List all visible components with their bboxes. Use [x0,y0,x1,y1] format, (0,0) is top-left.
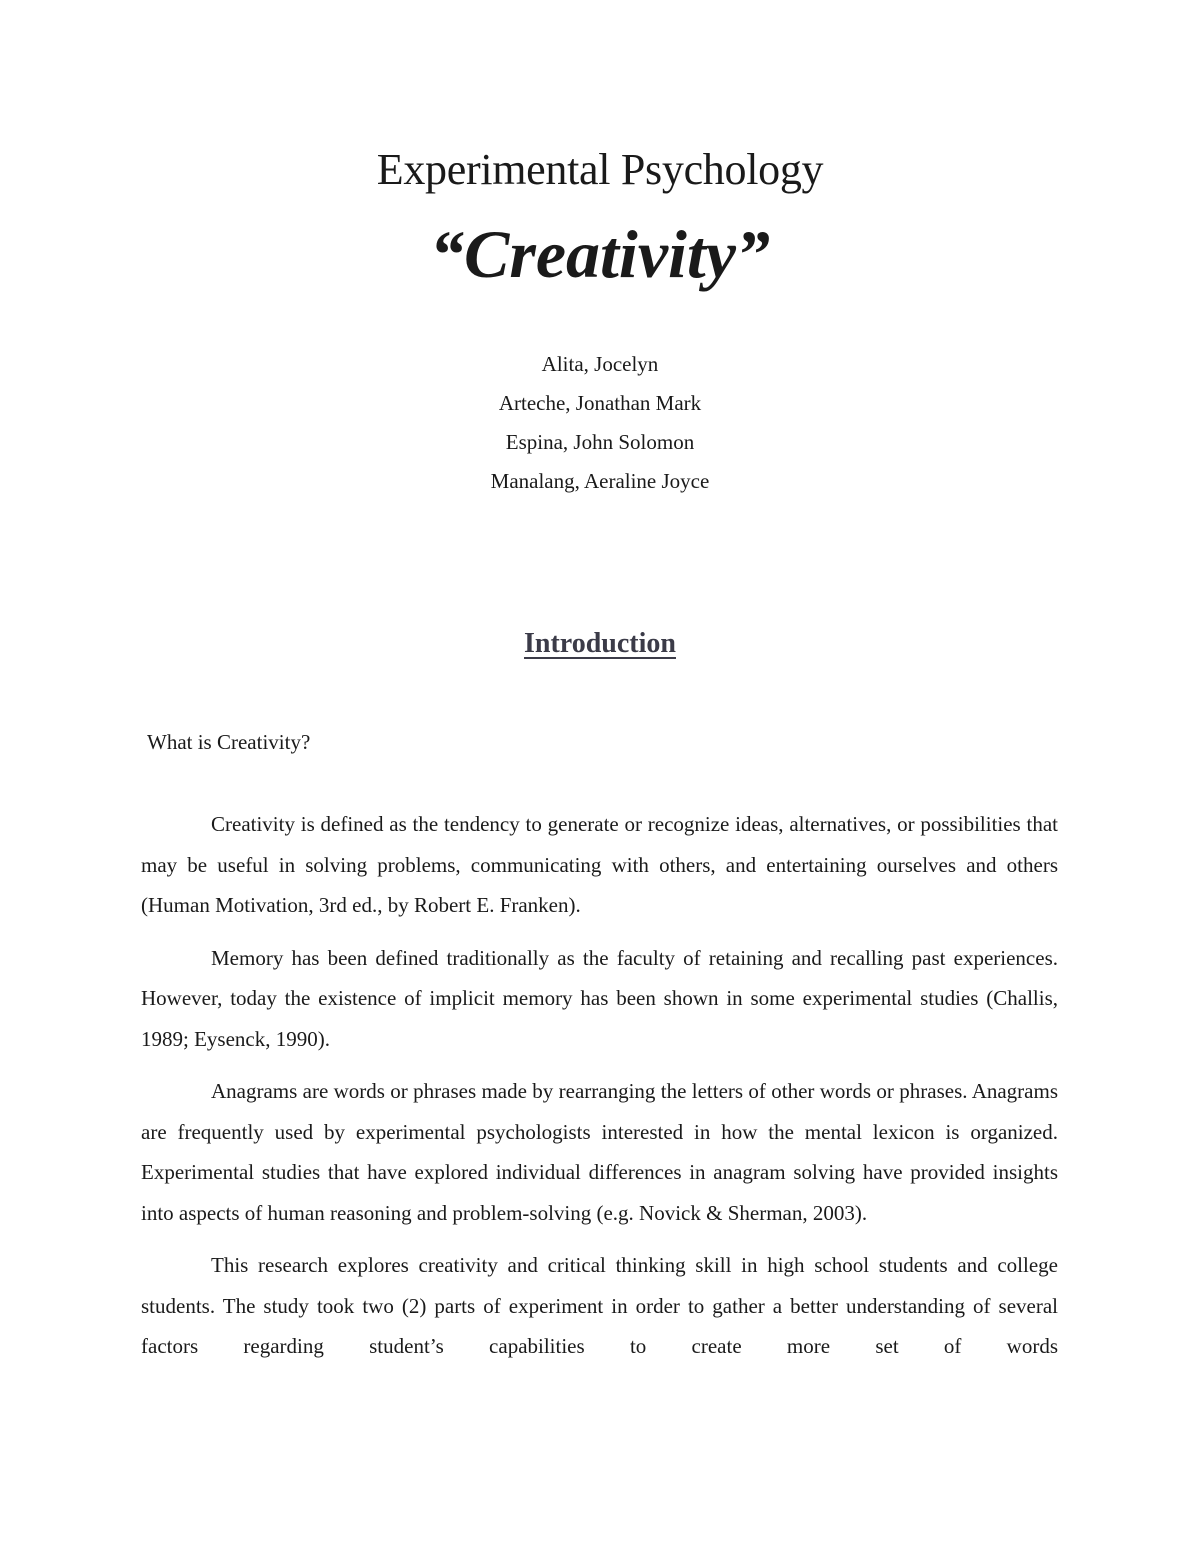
document-subtitle: “Creativity” [430,216,770,292]
section-heading-introduction: Introduction [524,628,676,659]
question-text: What is Creativity? [147,730,311,754]
body-text [141,804,1058,1379]
author-name: Alita, Jocelyn [541,352,659,376]
document-title: Experimental Psychology [376,145,824,194]
author-name: Manalang, Aeraline Joyce [490,469,710,493]
author-name: Arteche, Jonathan Mark [498,391,702,415]
paragraph: Anagrams are words or phrases made by rearranging the letters of other words or phrases. Anagrams are frequently used by experimental psychologists interested in how the mental lexicon is organized. Experimental studies that have explored individual differences in anagram solving have provided insights into aspects of human reasoning and problem-solving (e.g. Novick & Sherman, 2003). [141,1079,1058,1225]
paragraph: This research explores creativity and critical thinking skill in high school students and college students. The study took two (2) parts of experiment in order to gather a better understanding of several factors regarding student’s capabilities to create more set of words [141,1253,1058,1358]
author-list [0,345,1200,501]
paragraph: Creativity is defined as the tendency to generate or recognize ideas, alternatives, or possibilities that may be useful in solving problems, communicating with others, and entertaining ourselves and others (Human Motivation, 3rd ed., by Robert E. Franken). [141,812,1058,917]
paragraph: Memory has been defined traditionally as the faculty of retaining and recalling past experiences. However, today the existence of implicit memory has been shown in some experimental studies (Challis, 1989; Eysenck, 1990). [141,945,1058,1051]
author-name: Espina, John Solomon [505,430,695,454]
